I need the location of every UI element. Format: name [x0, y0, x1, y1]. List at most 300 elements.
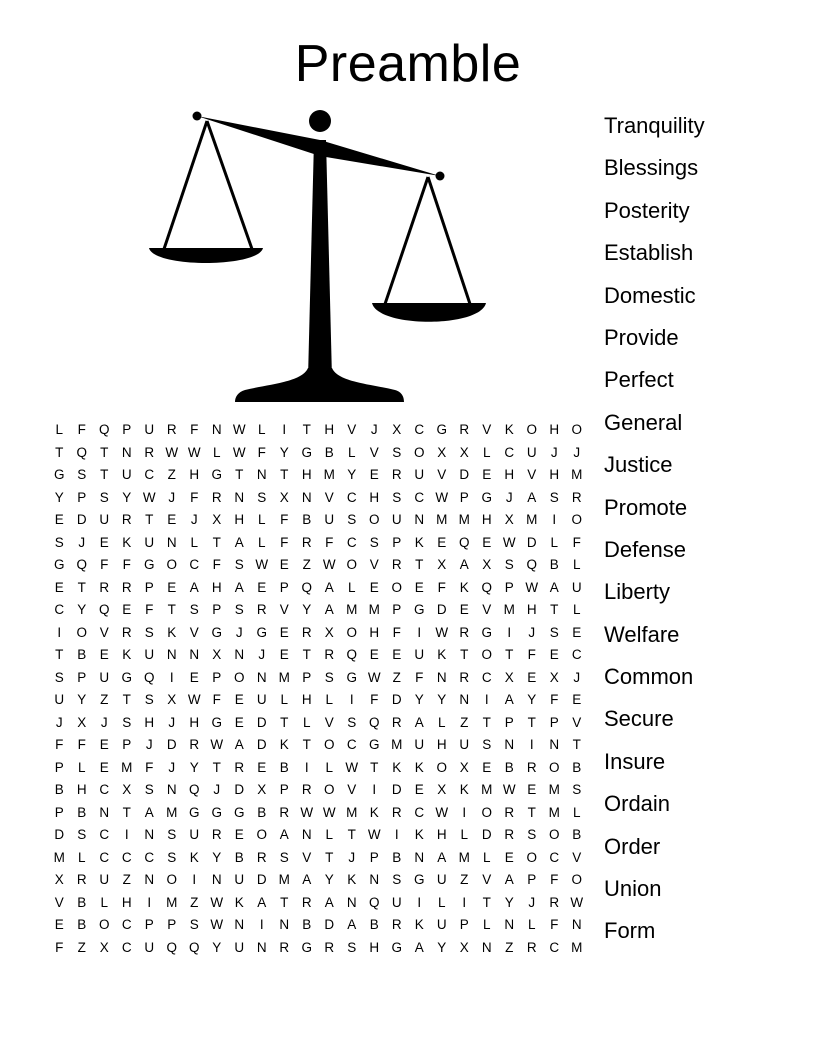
grid-letter: I — [507, 624, 512, 640]
grid-letter: P — [392, 602, 402, 617]
grid-letter: C — [414, 422, 425, 437]
grid-letter: N — [459, 692, 470, 707]
grid-letter: N — [301, 827, 312, 842]
grid-letter: E — [572, 624, 582, 640]
grid-letter: Q — [368, 714, 380, 730]
grid-letter: C — [144, 467, 155, 482]
grid-letter: F — [280, 512, 289, 527]
grid-letter: I — [349, 692, 354, 707]
grid-letter: I — [192, 872, 197, 887]
grid-letter: F — [122, 557, 131, 572]
grid-letter: T — [77, 579, 86, 595]
grid-letter: A — [144, 804, 154, 820]
grid-letter: N — [234, 489, 245, 505]
grid-letter: S — [189, 917, 199, 932]
grid-letter: R — [189, 737, 200, 752]
grid-letter: C — [414, 804, 425, 820]
grid-row — [48, 847, 588, 870]
grid-letter: X — [122, 782, 132, 797]
grid-letter: S — [234, 602, 244, 617]
grid-letter: E — [369, 579, 379, 595]
grid-letter: H — [211, 579, 222, 595]
grid-letter: N — [211, 422, 222, 437]
grid-letter: J — [168, 489, 176, 505]
grid-letter: E — [279, 557, 289, 572]
grid-letter: P — [54, 759, 64, 775]
grid-letter: T — [122, 692, 131, 707]
grid-letter: D — [526, 534, 537, 550]
grid-letter: U — [144, 647, 155, 662]
grid-letter: F — [550, 917, 559, 932]
grid-letter: G — [481, 624, 492, 640]
grid-letter: T — [482, 894, 491, 910]
grid-letter: U — [234, 939, 245, 955]
grid-letter: F — [370, 692, 379, 707]
grid-letter: G — [211, 714, 222, 730]
grid-letter: V — [482, 422, 492, 437]
grid-letter: V — [369, 557, 379, 572]
grid-letter: B — [549, 557, 559, 572]
grid-letter: U — [414, 647, 425, 662]
grid-letter: L — [482, 849, 491, 865]
grid-letter: X — [459, 444, 469, 460]
grid-letter: D — [459, 467, 470, 482]
grid-row — [48, 599, 588, 622]
grid-letter: X — [459, 759, 469, 775]
scale-left-string-2 — [207, 121, 252, 249]
grid-letter: B — [54, 782, 64, 797]
grid-letter: R — [279, 804, 290, 820]
grid-letter: H — [436, 737, 447, 752]
grid-letter: M — [481, 782, 493, 797]
grid-letter: S — [279, 849, 289, 865]
grid-letter: S — [392, 444, 402, 460]
grid-letter: Y — [122, 489, 132, 505]
grid-letter: P — [54, 804, 64, 820]
grid-letter: C — [414, 489, 425, 505]
grid-letter: U — [526, 444, 537, 460]
grid-letter: W — [435, 804, 449, 820]
grid-letter: W — [187, 692, 201, 707]
grid-letter: G — [301, 444, 312, 460]
grid-letter: I — [417, 894, 422, 910]
grid-letter: K — [504, 422, 514, 437]
grid-letter: J — [505, 489, 513, 505]
grid-letter: I — [57, 624, 62, 640]
grid-letter: X — [459, 939, 469, 955]
grid-letter: I — [462, 804, 467, 820]
grid-letter: K — [122, 647, 132, 662]
grid-letter: F — [77, 737, 86, 752]
word-list-item: Perfect — [604, 367, 674, 393]
grid-letter: S — [549, 624, 559, 640]
grid-letter: A — [302, 872, 312, 887]
grid-letter: P — [122, 737, 132, 752]
scale-knob — [309, 110, 331, 132]
grid-letter: G — [233, 804, 245, 820]
grid-letter: P — [77, 669, 87, 685]
grid-letter: P — [392, 534, 402, 550]
grid-letter: O — [571, 422, 582, 437]
word-list-item: Provide — [604, 324, 679, 350]
grid-letter: F — [145, 602, 154, 617]
grid-letter: G — [346, 669, 357, 685]
grid-letter: G — [436, 422, 447, 437]
grid-letter: Q — [98, 422, 110, 437]
grid-letter: S — [54, 669, 64, 685]
grid-letter: W — [435, 624, 449, 640]
grid-letter: S — [527, 827, 537, 842]
grid-letter: T — [527, 804, 536, 820]
grid-letter: F — [325, 534, 334, 550]
grid-letter: Y — [437, 692, 447, 707]
grid-letter: P — [459, 489, 469, 505]
grid-letter: B — [302, 917, 312, 932]
grid-letter: T — [302, 422, 311, 437]
grid-letter: M — [278, 872, 290, 887]
grid-letter: T — [572, 737, 581, 752]
grid-row — [48, 757, 588, 780]
grid-letter: M — [458, 512, 470, 527]
grid-letter: W — [165, 444, 179, 460]
grid-letter: E — [437, 534, 447, 550]
grid-letter: T — [55, 444, 64, 460]
grid-letter: E — [54, 512, 64, 527]
grid-letter: B — [572, 759, 582, 775]
grid-letter: L — [325, 692, 333, 707]
grid-letter: X — [504, 512, 514, 527]
grid-letter: E — [189, 669, 199, 685]
grid-letter: R — [391, 804, 402, 820]
grid-letter: R — [301, 624, 312, 640]
grid-letter: R — [459, 669, 470, 685]
grid-letter: J — [550, 444, 558, 460]
grid-letter: T — [505, 647, 514, 662]
grid-letter: F — [392, 624, 401, 640]
grid-letter: L — [572, 804, 581, 820]
grid-letter: Y — [414, 692, 424, 707]
grid-letter: Z — [460, 872, 469, 887]
grid-letter: R — [121, 512, 132, 527]
grid-letter: M — [548, 804, 560, 820]
word-list-item: Tranquility — [604, 113, 705, 138]
grid-letter: A — [437, 849, 447, 865]
grid-letter: E — [99, 534, 109, 550]
grid-letter: V — [482, 872, 492, 887]
grid-letter: U — [144, 534, 155, 550]
grid-letter: J — [213, 782, 221, 797]
grid-row — [48, 622, 588, 645]
grid-letter: Q — [526, 557, 537, 572]
grid-letter: I — [484, 692, 489, 707]
grid-letter: N — [414, 512, 425, 527]
grid-letter: Y — [77, 692, 87, 707]
grid-letter: B — [392, 849, 402, 865]
scale-right-string-1 — [385, 177, 428, 304]
grid-letter: I — [169, 669, 174, 685]
word-list-item: Common — [604, 664, 694, 690]
grid-letter: J — [528, 624, 536, 640]
grid-letter: N — [189, 647, 200, 662]
grid-letter: S — [144, 624, 154, 640]
grid-letter: H — [549, 422, 560, 437]
grid-letter: N — [211, 872, 222, 887]
grid-letter: E — [392, 647, 402, 662]
grid-letter: N — [549, 737, 560, 752]
grid-letter: N — [436, 669, 447, 685]
grid-letter: O — [571, 512, 582, 527]
grid-row — [48, 442, 588, 465]
grid-letter: J — [190, 512, 198, 527]
grid-letter: Y — [77, 602, 87, 617]
grid-letter: U — [391, 894, 402, 910]
grid-letter: F — [212, 557, 221, 572]
grid-letter: H — [369, 624, 380, 640]
grid-letter: E — [99, 759, 109, 775]
grid-letter: A — [189, 579, 199, 595]
grid-letter: B — [324, 444, 334, 460]
grid-letter: R — [121, 579, 132, 595]
grid-letter: P — [144, 917, 154, 932]
grid-letter: N — [166, 534, 177, 550]
grid-letter: V — [527, 467, 537, 482]
grid-letter: T — [325, 849, 334, 865]
grid-letter: B — [77, 917, 87, 932]
grid-letter: R — [301, 894, 312, 910]
grid-letter: W — [232, 422, 246, 437]
grid-letter: T — [347, 827, 356, 842]
grid-letter: X — [99, 939, 109, 955]
grid-letter: A — [504, 692, 514, 707]
grid-letter: Y — [347, 467, 357, 482]
grid-row — [48, 419, 588, 442]
grid-letter: X — [482, 557, 492, 572]
grid-letter: P — [549, 714, 559, 730]
grid-letter: D — [391, 692, 402, 707]
grid-letter: D — [256, 714, 267, 730]
grid-letter: J — [528, 894, 536, 910]
grid-row — [48, 869, 588, 892]
grid-row — [48, 802, 588, 825]
grid-letter: O — [346, 557, 357, 572]
grid-letter: R — [76, 872, 87, 887]
grid-letter: J — [573, 669, 581, 685]
grid-letter: F — [190, 489, 199, 505]
grid-letter: L — [460, 827, 468, 842]
grid-letter: M — [166, 804, 178, 820]
grid-letter: G — [256, 624, 267, 640]
grid-letter: P — [504, 714, 514, 730]
grid-letter: W — [210, 737, 224, 752]
grid-letter: A — [527, 489, 537, 505]
grid-letter: X — [257, 782, 267, 797]
grid-letter: Z — [505, 939, 514, 955]
grid-letter: V — [324, 489, 334, 505]
grid-letter: X — [324, 624, 334, 640]
grid-letter: G — [211, 467, 222, 482]
grid-letter: K — [459, 782, 469, 797]
grid-letter: G — [301, 939, 312, 955]
word-list-item: Establish — [604, 240, 694, 266]
grid-letter: U — [256, 692, 267, 707]
grid-letter: V — [572, 849, 582, 865]
grid-letter: J — [370, 422, 378, 437]
grid-letter: U — [414, 737, 425, 752]
grid-letter: H — [189, 467, 200, 482]
grid-letter: K — [189, 849, 199, 865]
grid-letter: A — [549, 579, 559, 595]
grid-letter: P — [77, 489, 87, 505]
grid-letter: N — [504, 917, 515, 932]
grid-letter: E — [167, 579, 177, 595]
grid-letter: L — [100, 894, 108, 910]
grid-letter: O — [323, 737, 335, 752]
grid-letter: T — [212, 534, 221, 550]
grid-letter: R — [99, 579, 110, 595]
grid-letter: R — [301, 534, 312, 550]
grid-letter: Z — [460, 714, 469, 730]
grid-letter: B — [77, 647, 87, 662]
grid-letter: T — [55, 647, 64, 662]
grid-letter: P — [527, 872, 537, 887]
grid-letter: I — [304, 759, 309, 775]
grid-letter: T — [280, 894, 289, 910]
grid-letter: E — [54, 917, 64, 932]
scale-beam-end-left — [193, 112, 202, 121]
grid-letter: Y — [437, 939, 447, 955]
grid-letter: T — [302, 737, 311, 752]
grid-letter: W — [502, 534, 516, 550]
grid-letter: Y — [279, 444, 289, 460]
grid-letter: K — [414, 917, 424, 932]
grid-letter: P — [122, 422, 132, 437]
grid-row — [48, 689, 588, 712]
grid-letter: N — [571, 917, 582, 932]
word-list-item: Justice — [604, 452, 673, 478]
grid-letter: N — [256, 467, 267, 482]
grid-letter: K — [414, 534, 424, 550]
grid-letter: A — [234, 579, 244, 595]
grid-letter: H — [144, 714, 155, 730]
grid-letter: X — [212, 512, 222, 527]
grid-letter: W — [187, 444, 201, 460]
grid-letter: W — [502, 782, 516, 797]
grid-letter: E — [54, 579, 64, 595]
grid-letter: E — [122, 602, 132, 617]
grid-letter: A — [324, 579, 334, 595]
grid-row — [48, 509, 588, 532]
grid-letter: O — [233, 669, 245, 685]
grid-letter: L — [482, 917, 491, 932]
grid-letter: N — [279, 917, 290, 932]
scale-left-pan — [149, 248, 263, 263]
grid-letter: B — [504, 759, 514, 775]
grid-letter: B — [234, 849, 244, 865]
grid-letter: Q — [188, 782, 200, 797]
grid-letter: N — [121, 444, 132, 460]
grid-letter: R — [301, 782, 312, 797]
grid-letter: Q — [143, 669, 155, 685]
grid-letter: A — [459, 557, 469, 572]
grid-letter: M — [323, 467, 335, 482]
grid-letter: N — [166, 647, 177, 662]
page-title: Preamble — [294, 35, 522, 93]
grid-letter: C — [54, 602, 65, 617]
grid-letter: E — [459, 602, 469, 617]
grid-letter: M — [526, 512, 538, 527]
word-list-item: Secure — [604, 706, 674, 732]
grid-letter: W — [210, 894, 224, 910]
grid-letter: F — [415, 669, 424, 685]
grid-letter: G — [211, 804, 222, 820]
grid-letter: U — [99, 872, 110, 887]
grid-letter: R — [391, 467, 402, 482]
grid-letter: H — [549, 467, 560, 482]
word-list-item: Ordain — [604, 791, 671, 817]
grid-letter: P — [279, 579, 289, 595]
grid-letter: S — [77, 467, 87, 482]
grid-letter: F — [55, 939, 64, 955]
grid-letter: M — [278, 669, 290, 685]
grid-letter: M — [571, 939, 583, 955]
grid-letter: U — [54, 692, 65, 707]
grid-letter: S — [77, 827, 87, 842]
grid-letter: O — [481, 647, 492, 662]
grid-letter: L — [302, 714, 311, 730]
grid-letter: X — [212, 647, 222, 662]
grid-letter: H — [301, 467, 312, 482]
word-list-item: Form — [604, 918, 656, 944]
grid-letter: S — [54, 534, 64, 550]
grid-letter: W — [367, 827, 381, 842]
grid-letter: B — [302, 512, 312, 527]
grid-letter: L — [527, 917, 536, 932]
grid-letter: L — [437, 894, 446, 910]
grid-letter: U — [571, 579, 582, 595]
grid-letter: M — [166, 894, 178, 910]
grid-letter: R — [391, 714, 402, 730]
grid-letter: K — [347, 872, 357, 887]
grid-letter: L — [325, 827, 333, 842]
grid-letter: C — [189, 557, 200, 572]
grid-letter: K — [414, 759, 424, 775]
grid-letter: V — [437, 467, 447, 482]
grid-letter: H — [436, 827, 447, 842]
grid-letter: N — [234, 647, 245, 662]
grid-letter: M — [121, 759, 133, 775]
grid-letter: X — [437, 557, 447, 572]
grid-letter: S — [324, 669, 334, 685]
grid-letter: Z — [77, 939, 86, 955]
grid-letter: K — [279, 737, 289, 752]
grid-letter: S — [347, 939, 357, 955]
grid-letter: O — [526, 849, 537, 865]
grid-letter: S — [189, 602, 199, 617]
grid-letter: L — [257, 512, 266, 527]
grid-letter: Q — [166, 939, 177, 955]
grid-letter: P — [212, 602, 222, 617]
grid-letter: V — [54, 894, 64, 910]
grid-letter: G — [188, 804, 200, 820]
grid-letter: W — [210, 917, 224, 932]
grid-letter: T — [370, 759, 379, 775]
word-list-item: Union — [604, 876, 662, 902]
grid-letter: N — [369, 872, 380, 887]
grid-letter: R — [256, 849, 267, 865]
grid-letter: I — [259, 917, 264, 932]
grid-letter: N — [414, 849, 425, 865]
grid-letter: S — [257, 489, 267, 505]
